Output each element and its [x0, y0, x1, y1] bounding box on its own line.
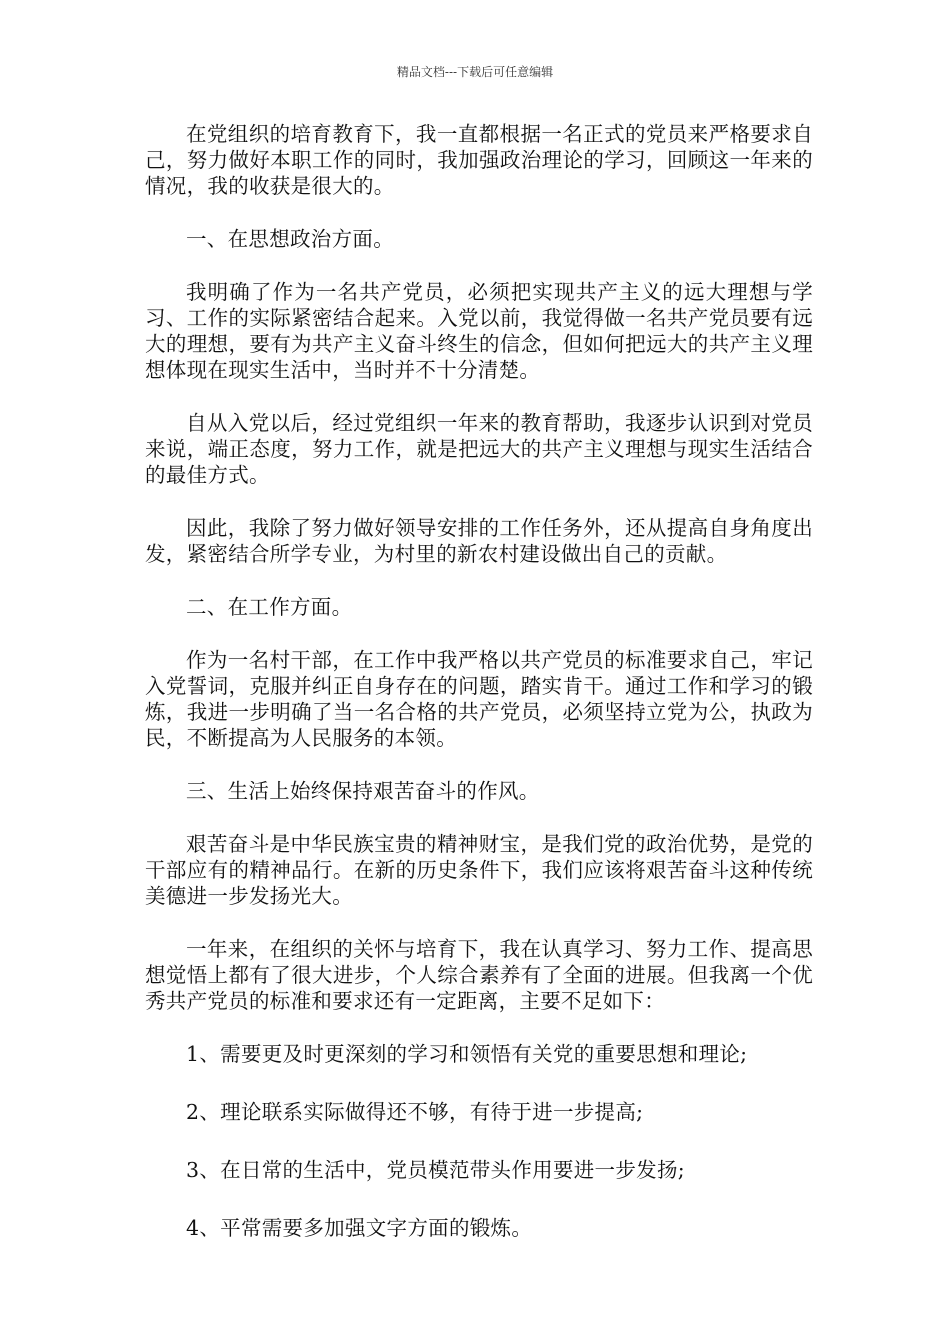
paragraph-since-joining: 自从入党以后，经过党组织一年来的教育帮助，我逐步认识到对党员来说，端正态度，努力工作，就是把远大的共产主义理想与现实生活结合的最佳方式。: [145, 411, 813, 487]
section-heading-political: 一、在思想政治方面。: [186, 227, 394, 251]
list-item-2: 2、理论联系实际做得还不够，有待于进一步提高;: [186, 1100, 644, 1124]
paragraph-contribution: 因此，我除了努力做好领导安排的工作任务外，还从提高自身角度出发，紧密结合所学专业，为村里的新农村建设做出自己的贡献。: [145, 516, 813, 566]
section-heading-work: 二、在工作方面。: [186, 595, 353, 619]
list-item-3: 3、在日常的生活中，党员模范带头作用要进一步发扬;: [186, 1158, 685, 1182]
section-heading-life: 三、生活上始终保持艰苦奋斗的作风。: [186, 779, 540, 803]
paragraph-village-cadre: 作为一名村干部，在工作中我严格以共产党员的标准要求自己，牢记入党誓词，克服并纠正自身存在的问题，踏实肯干。通过工作和学习的锻炼，我进一步明确了当一名合格的共产党员，必须坚持立党为公，执政为民，不断提高为人民服务的本领。: [145, 648, 813, 750]
page-header: 精品文档---下载后可任意编辑: [396, 65, 554, 79]
list-item-4: 4、平常需要多加强文字方面的锻炼。: [186, 1216, 533, 1240]
paragraph-hard-work: 艰苦奋斗是中华民族宝贵的精神财宝，是我们党的政治优势，是党的干部应有的精神品行。在新的历史条件下，我们应该将艰苦奋斗这种传统美德进一步发扬光大。: [145, 832, 813, 908]
paragraph-intro: 在党组织的培育教育下，我一直都根据一名正式的党员来严格要求自己，努力做好本职工作的同时，我加强政治理论的学习，回顾这一年来的情况，我的收获是很大的。: [145, 122, 813, 198]
list-item-1: 1、需要更及时更深刻的学习和领悟有关党的重要思想和理论;: [186, 1042, 748, 1066]
document-body: [145, 121, 813, 1273]
paragraph-ideal: 我明确了作为一名共产党员，必须把实现共产主义的远大理想与学习、工作的实际紧密结合起来。入党以前，我觉得做一名共产党员要有远大的理想，要有为共产主义奋斗终生的信念，但如何把远大的共产主义理想体现在现实生活中，当时并不十分清楚。: [145, 280, 813, 382]
paragraph-summary: 一年来，在组织的关怀与培育下，我在认真学习、努力工作、提高思想觉悟上都有了很大进步，个人综合素养有了全面的进展。但我离一个优秀共产党员的标准和要求还有一定距离，主要不足如下：: [145, 937, 813, 1013]
